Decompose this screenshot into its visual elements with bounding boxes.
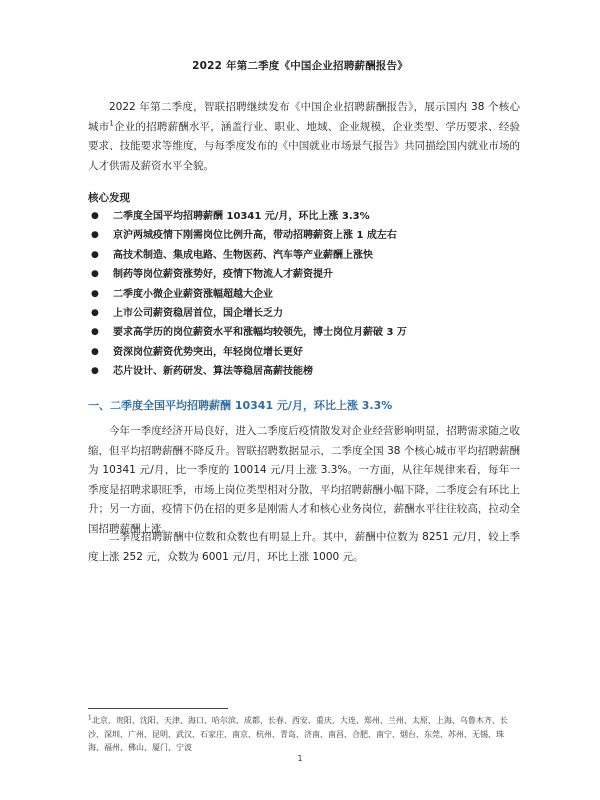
bullet-icon: ● <box>91 327 99 338</box>
finding-text: 二季度小微企业薪资涨幅超越大企业 <box>113 288 273 300</box>
intro-text-start: 2022 年第二季度，智联招聘继续发布《中国企业招聘薪酬报告》，展示国内 38 个核心城市 <box>88 101 520 133</box>
finding-item <box>88 265 520 284</box>
finding-item <box>88 285 520 304</box>
bullet-icon: ● <box>91 211 99 221</box>
finding-text: 资深岗位薪资优势突出，年轻岗位增长更好 <box>113 346 303 358</box>
finding-text: 二季度全国平均招聘薪酬 10341 元/月，环比上涨 3.3% <box>113 211 370 222</box>
bullet-icon: ● <box>91 288 99 299</box>
findings-heading: 核心发现 <box>88 192 130 204</box>
footnote <box>88 714 518 755</box>
bullet-icon: ● <box>91 346 99 357</box>
footnote-divider <box>88 708 228 709</box>
finding-item <box>88 226 520 245</box>
finding-text: 上市公司薪资稳居首位，国企增长乏力 <box>113 307 283 319</box>
findings-list <box>88 207 520 382</box>
finding-text: 芯片设计、新药研发、算法等稳居高薪技能榜 <box>113 366 313 378</box>
section-paragraph-1: 今年一季度经济开局良好，进入二季度后疫情散发对企业经营影响明显，招聘需求随之收缩，但平均招聘薪酬不降反升。智联招聘数据显示，二季度全国 38 个核心城市平均招聘薪酬为 10341 元/月，比一季度的 10014 元/月上涨 3.3%。一方面，从往年规律来看，每年一季度是招聘求职旺季，市场上岗位类型相对分散，平均招聘薪酬小幅下降，二季度会有环比上升；另一方面，疫情下仍在招的更多是刚需人才和核心业务岗位，薪酬水平往往较高，拉动全国招聘薪酬上涨。 <box>88 425 520 535</box>
footnote-marker: 1 <box>88 714 92 722</box>
bullet-icon: ● <box>91 230 99 241</box>
finding-text: 高技术制造、集成电路、生物医药、汽车等产业薪酬上涨快 <box>113 249 373 261</box>
finding-item <box>88 362 520 381</box>
finding-text: 京沪两城疫情下刚需岗位比例升高，带动招聘薪资上涨 1 成左右 <box>113 230 397 242</box>
bullet-icon: ● <box>91 307 99 318</box>
finding-item <box>88 207 520 226</box>
bullet-icon: ● <box>91 366 99 377</box>
finding-item <box>88 246 520 265</box>
bullet-icon: ● <box>91 269 99 280</box>
bullet-icon: ● <box>91 249 99 260</box>
finding-item <box>88 304 520 323</box>
finding-item <box>88 343 520 362</box>
finding-text: 要求高学历的岗位薪资水平和涨幅均较领先，博士岗位月薪破 3 万 <box>113 327 407 339</box>
finding-item <box>88 323 520 342</box>
footnote-text: 北京、贵阳、沈阳、天津、海口、哈尔滨、成都、长春、西安、重庆、大连、郑州、兰州、太原、上海、乌鲁木齐、长沙、深圳、广州、昆明、武汉、石家庄、南京、杭州、青岛、济南、南昌、合肥、南宁、烟台、东莞、苏州、无锡、珠海、福州、佛山、厦门、宁波 <box>88 716 508 752</box>
page-number: 1 <box>297 754 303 763</box>
footnote-reference: 1 <box>109 119 114 127</box>
finding-text: 制药等岗位薪资涨势好，疫情下物流人才薪资提升 <box>113 269 333 281</box>
document-title: 2022 年第二季度《中国企业招聘薪酬报告》 <box>192 60 408 72</box>
section-paragraph-2: 二季度招聘薪酬中位数和众数也有明显上升。其中，薪酬中位数为 8251 元/月，较上季度上涨 252 元，众数为 6001 元/月，环比上涨 1000 元。 <box>88 531 520 563</box>
intro-text-end: 企业的招聘薪酬水平，涵盖行业、职业、地域、企业规模、企业类型、学历要求、经验要求、技能要求等维度，与每季度发布的《中国就业市场景气报告》共同描绘国内就业市场的人才供需及薪资水平全貌。 <box>88 120 521 172</box>
section-heading: 一、二季度全国平均招聘薪酬 10341 元/月，环比上涨 3.3% <box>88 399 393 412</box>
intro-paragraph <box>88 98 520 176</box>
